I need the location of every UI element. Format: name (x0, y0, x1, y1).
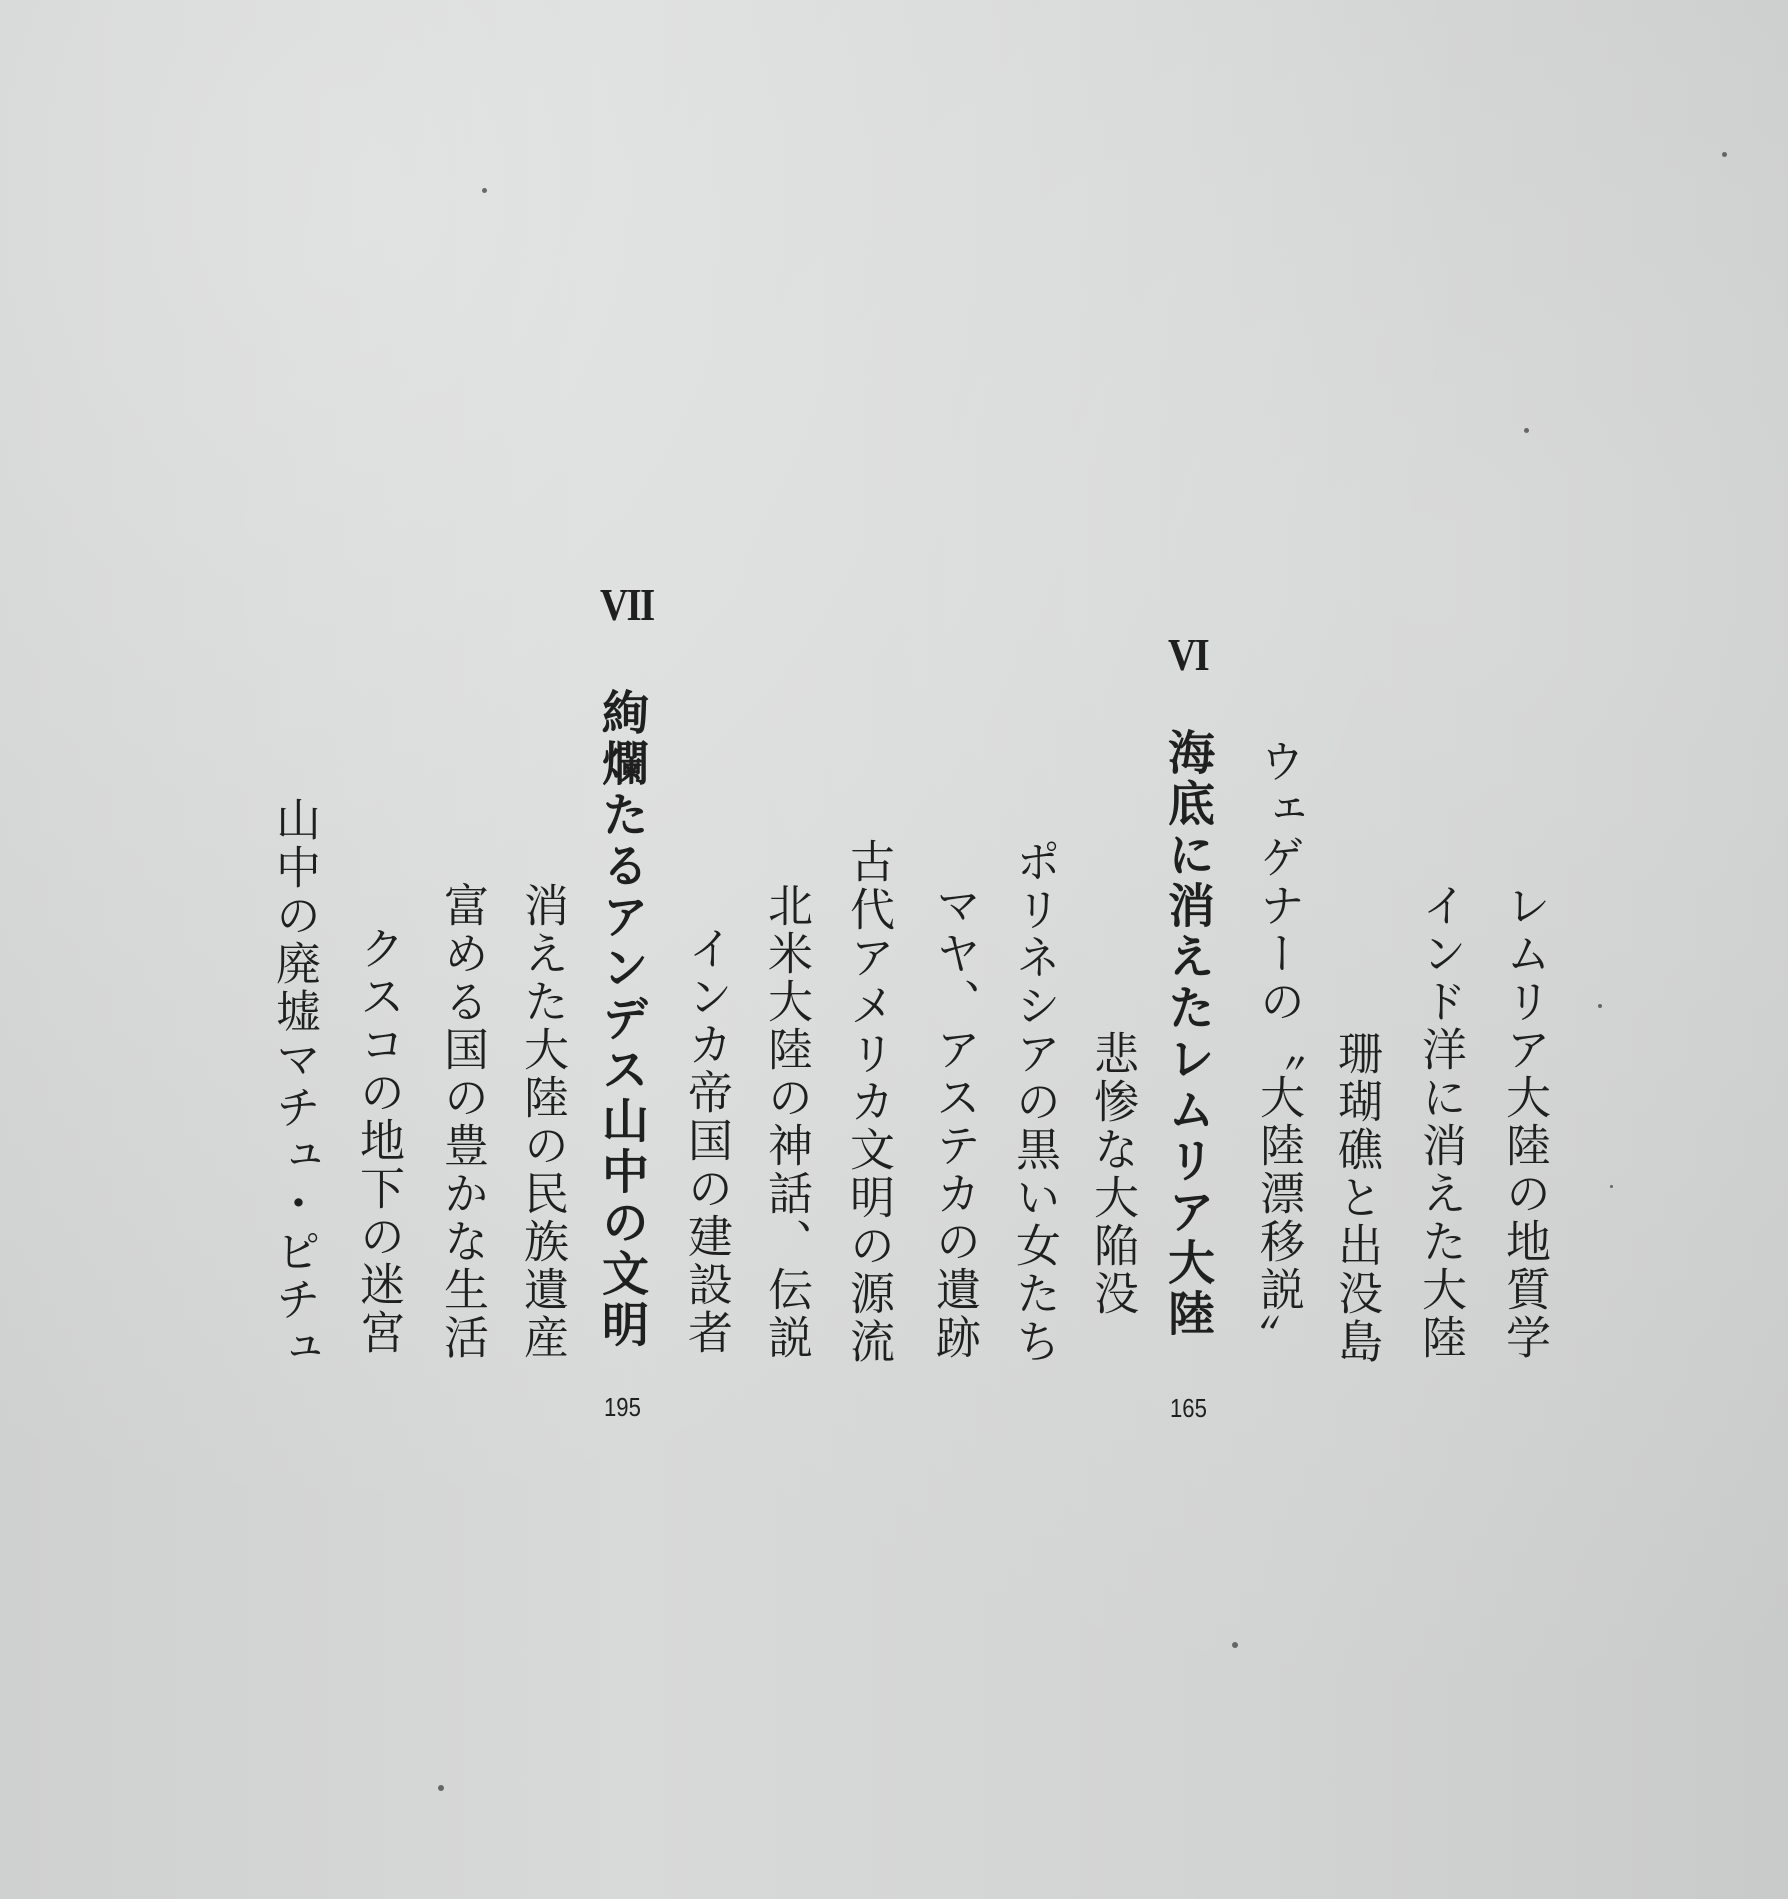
paper-speck (1598, 1004, 1602, 1008)
toc-item: 悲惨な大陥没 (1086, 1030, 1139, 1318)
toc-item: インド洋に消えた大陸 (1414, 882, 1467, 1362)
paper-speck (482, 188, 487, 193)
toc-item: 珊瑚礁と出没島 (1330, 1030, 1383, 1366)
toc-item: 山中の廃墟マチュ・ピチュ (268, 796, 321, 1372)
paper-speck (438, 1785, 444, 1791)
chapter-numeral: VI (1168, 629, 1209, 680)
paper-speck (1722, 152, 1727, 157)
toc-item: インカ帝国の建設者 (680, 925, 733, 1357)
toc-item: 古代アメリカ文明の源流 (842, 838, 895, 1366)
chapter-page-number: 195 (604, 1392, 641, 1422)
toc-item: マヤ、アステカの遺跡 (928, 882, 981, 1362)
chapter-numeral: VII (600, 579, 654, 630)
paper-speck (1232, 1642, 1238, 1648)
paper-speck (1610, 1185, 1613, 1188)
chapter-title: 絢爛たるアンデス山中の文明 (594, 688, 649, 1351)
chapter-page-number: 165 (1170, 1393, 1207, 1423)
paper-speck (1524, 428, 1529, 433)
toc-item: レムリア大陸の地質学 (1498, 882, 1551, 1362)
toc-item: ポリネシアの黒い女たち (1008, 838, 1061, 1366)
toc-item: 北米大陸の神話、伝説 (760, 882, 813, 1362)
toc-item: クスコの地下の迷宮 (352, 925, 405, 1357)
chapter-title: 海底に消えたレムリア大陸 (1160, 728, 1215, 1340)
toc-item: 消えた大陸の民族遺産 (516, 882, 569, 1362)
toc-item: ウェゲナーの〝大陸漂移説〟 (1252, 738, 1305, 1362)
toc-item: 富める国の豊かな生活 (436, 882, 489, 1362)
